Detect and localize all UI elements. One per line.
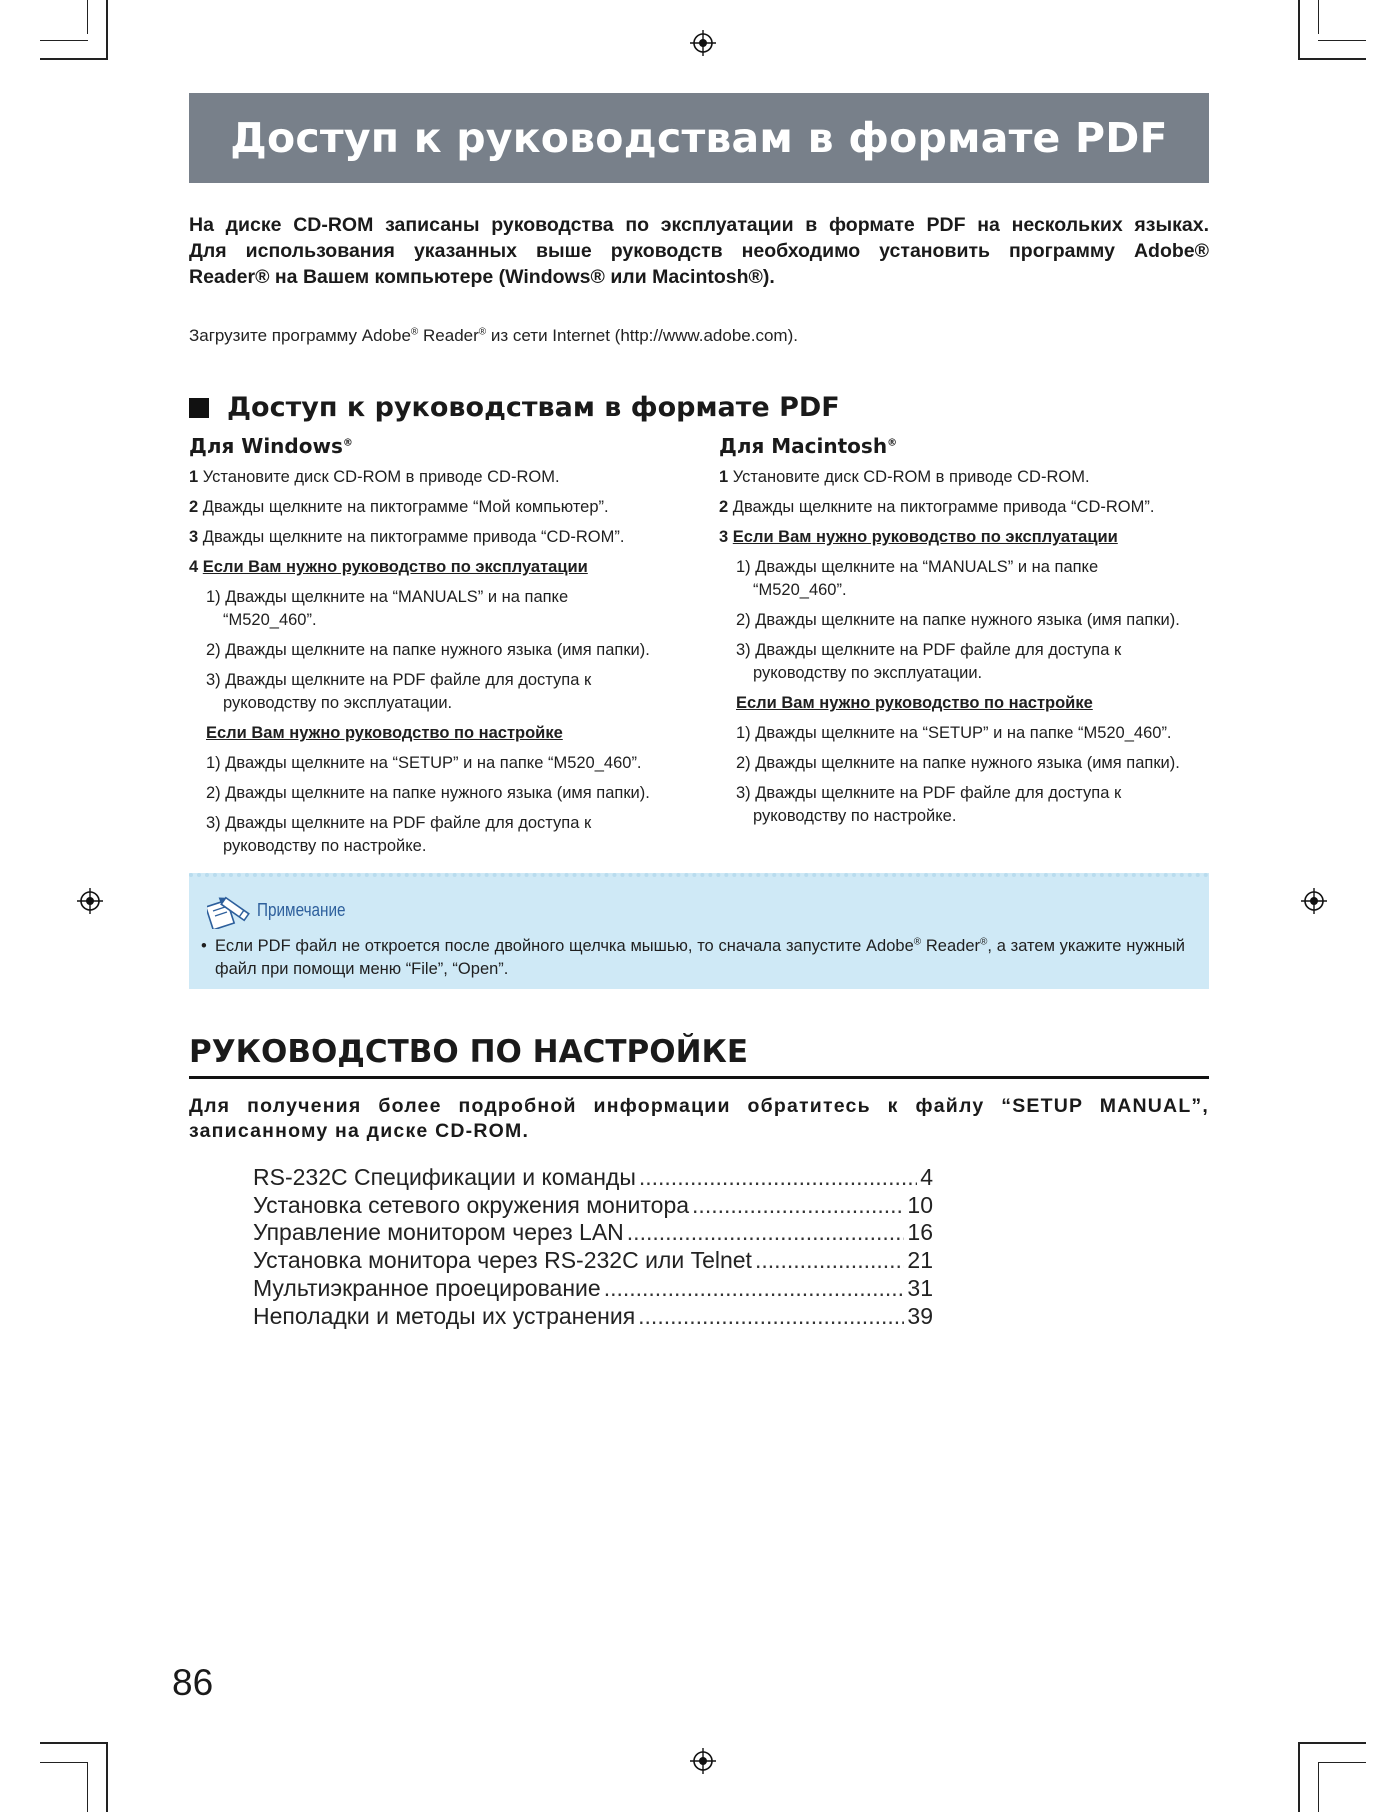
table-of-contents — [253, 1164, 933, 1330]
crop-mark-tl-h2 — [40, 40, 88, 41]
crop-mark-br-v — [1298, 1742, 1300, 1812]
download-mid: Reader — [418, 326, 479, 345]
sub-step-item: 2) Дважды щелкните на папке нужного языка (имя папки). — [736, 754, 1180, 772]
bullet: • — [201, 937, 207, 955]
crop-mark-tr-v — [1298, 0, 1300, 60]
sub-step-item: 2) Дважды щелкните на папке нужного языка (имя папки). — [206, 784, 650, 802]
mac-heading: Для Macintosh® — [719, 434, 898, 458]
registration-mark-icon — [690, 1748, 716, 1774]
sub-step-item: 2) Дважды щелкните на папке нужного языка (имя папки). — [736, 611, 1180, 629]
step-item: 2 Дважды щелкните на пиктограмме “Мой компьютер”. — [189, 498, 609, 516]
crop-mark-tr-h2 — [1318, 40, 1366, 41]
crop-mark-bl-v — [106, 1742, 108, 1812]
step-item: 1 Установите диск CD-ROM в приводе CD-ROM. — [719, 468, 1090, 486]
download-pre: Загрузите программу Adobe — [189, 326, 411, 345]
sub-step-item: 1) Дважды щелкните на “SETUP” и на папке “M520_460”. — [206, 754, 642, 772]
step-item: 3 Если Вам нужно руководство по эксплуатации — [719, 528, 1118, 546]
registration-mark-icon — [1301, 888, 1327, 914]
setup-intro — [189, 1094, 1209, 1144]
toc-item: Мультиэкранное проецирование ..... 31 — [253, 1275, 933, 1303]
download-text — [189, 326, 798, 346]
sub-step-item: 1) Дважды щелкните на “SETUP” и на папке “M520_460”. — [736, 724, 1172, 742]
crop-mark-br-h2 — [1318, 1762, 1366, 1763]
windows-heading: Для Windows® — [189, 434, 353, 458]
crop-mark-tr-h — [1298, 58, 1366, 60]
setup-subheading: Если Вам нужно руководство по настройке — [736, 694, 1093, 712]
intro-line: На диске CD-ROM записаны руководства по эксплуатации в формате PDF на нескольких языках. — [189, 214, 1209, 236]
pencil-note-icon — [207, 891, 253, 929]
note-box — [189, 873, 1209, 989]
step-item: 1 Установите диск CD-ROM в приводе CD-ROM. — [189, 468, 560, 486]
sub-step-item: 3) Дважды щелкните на PDF файле для доступа к руководству по эксплуатации. — [736, 641, 1122, 682]
section-heading-text: Доступ к руководствам в формате PDF — [227, 392, 840, 423]
toc-item: Установка сетевого окружения монитора ..... 10 — [253, 1192, 933, 1220]
registration-mark-icon — [690, 30, 716, 56]
note-label: Примечание — [257, 899, 346, 920]
note-header — [207, 891, 361, 929]
setup-intro-line: Для получения более подробной информации обратитесь к файлу “SETUP MANUAL”, — [189, 1095, 1209, 1117]
setup-section-heading: РУКОВОДСТВО ПО НАСТРОЙКЕ — [189, 1034, 1209, 1079]
intro-line: Reader® на Вашем компьютере (Windows® или Macintosh®). — [189, 266, 775, 288]
page-number: 86 — [172, 1662, 214, 1703]
page-title: Доступ к руководствам в формате PDF — [230, 114, 1168, 162]
sub-step-item: 3) Дважды щелкните на PDF файле для доступа к руководству по настройке. — [736, 784, 1122, 825]
sub-step-item: 1) Дважды щелкните на “MANUALS” и на папке “M520_460”. — [736, 558, 1099, 599]
registered-mark: ® — [478, 326, 487, 338]
crop-mark-bl-h2 — [40, 1762, 88, 1763]
crop-mark-tl-h — [40, 58, 108, 60]
sub-step-item: 3) Дважды щелкните на PDF файле для доступа к руководству по настройке. — [206, 814, 592, 855]
crop-mark-br-h — [1298, 1742, 1366, 1744]
intro-paragraph — [189, 212, 1209, 290]
sub-step-item: 1) Дважды щелкните на “MANUALS” и на папке “M520_460”. — [206, 588, 569, 629]
step-item: 4 Если Вам нужно руководство по эксплуатации — [189, 558, 588, 576]
step-item: 3 Дважды щелкните на пиктограмме привода “CD-ROM”. — [189, 528, 625, 546]
toc-item: Установка монитора через RS-232C или Telnet ..... 21 — [253, 1247, 933, 1275]
windows-column — [189, 434, 689, 865]
crop-mark-tl-v — [106, 0, 108, 60]
title-bar — [189, 93, 1209, 183]
sub-step-item: 2) Дважды щелкните на папке нужного языка (имя папки). — [206, 641, 650, 659]
crop-mark-tl-v2 — [87, 0, 88, 34]
mac-column — [719, 434, 1219, 835]
crop-mark-bl-h — [40, 1742, 108, 1744]
crop-mark-tr-v2 — [1318, 0, 1319, 34]
step-item: 2 Дважды щелкните на пиктограмме привода “CD-ROM”. — [719, 498, 1155, 516]
square-bullet-icon — [189, 398, 209, 418]
download-post: из сети Internet (http://www.adobe.com). — [486, 326, 798, 345]
registration-mark-icon — [77, 888, 103, 914]
registered-mark: ® — [410, 326, 419, 338]
setup-intro-line: записанному на диске CD-ROM. — [189, 1120, 530, 1142]
sub-step-item: 3) Дважды щелкните на PDF файле для доступа к руководству по эксплуатации. — [206, 671, 592, 712]
toc-item: RS-232C Спецификации и команды ..... 4 — [253, 1164, 933, 1192]
toc-item: Управление монитором через LAN ..... 16 — [253, 1219, 933, 1247]
intro-line: Для использования указанных выше руководств необходимо установить программу Adobe® — [189, 240, 1209, 262]
note-text: • Если PDF файл не откроется после двойного щелчка мышью, то сначала запустите Adobe® Reader®, а затем укажите нужный файл при помощи меню “File”, “Open”. — [201, 936, 1186, 978]
toc-item: Неполадки и методы их устранения ..... 39 — [253, 1303, 933, 1331]
crop-mark-bl-v2 — [87, 1762, 88, 1812]
crop-mark-br-v2 — [1318, 1762, 1319, 1812]
section-heading — [189, 392, 840, 423]
setup-subheading: Если Вам нужно руководство по настройке — [206, 724, 563, 742]
